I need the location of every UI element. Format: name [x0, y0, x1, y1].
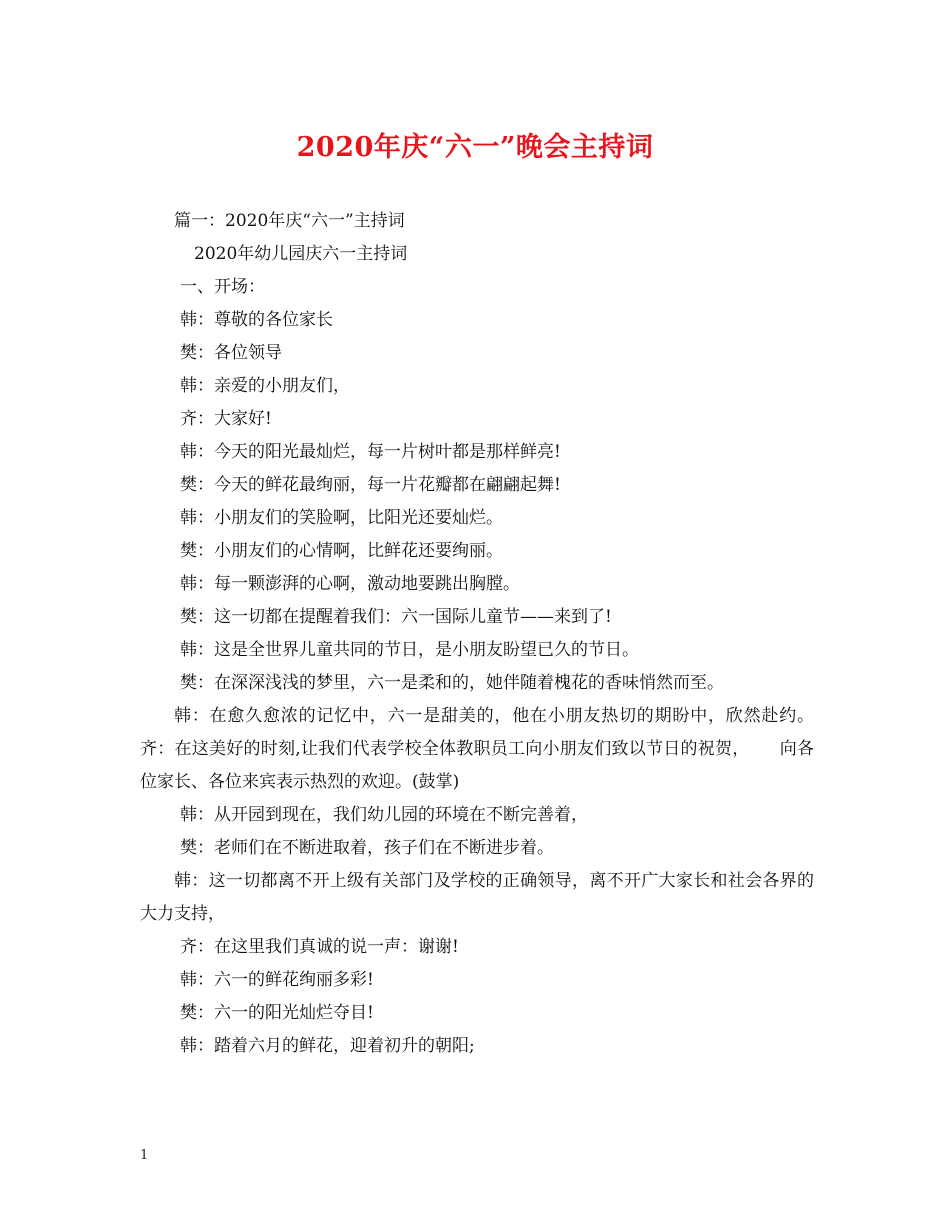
dialogue-line: 樊：在深深浅浅的梦里，六一是柔和的，她伴随着槐花的香味悄然而至。 [180, 673, 724, 693]
section-heading: 篇一：2020年庆“六一”主持词 [174, 211, 405, 231]
dialogue-line: 韩：小朋友们的笑脸啊，比阳光还要灿烂。 [180, 508, 503, 528]
dialogue-line: 樊：今天的鲜花最绚丽，每一片花瓣都在翩翩起舞! [180, 475, 561, 495]
document-body [140, 205, 814, 1063]
dialogue-line: 樊：各位领导 [180, 343, 282, 363]
dialogue-line: 齐：在这里我们真诚的说一声：谢谢! [180, 937, 459, 957]
dialogue-line: 樊：小朋友们的心情啊，比鲜花还要绚丽。 [180, 541, 503, 561]
dialogue-line: 韩：今天的阳光最灿烂，每一片树叶都是那样鲜亮! [180, 442, 561, 462]
dialogue-paragraph: 韩：这一切都离不开上级有关部门及学校的正确领导，离不开广大家长和社会各界的大力支持， [140, 871, 814, 924]
page-number: 1 [140, 1148, 149, 1163]
dialogue-paragraph-text: 向各位家长、各位来宾表示热烈的欢迎。(鼓掌) [140, 739, 815, 792]
dialogue-line: 韩：踏着六月的鲜花，迎着初升的朝阳; [180, 1036, 475, 1056]
dialogue-line: 韩：六一的鲜花绚丽多彩! [180, 970, 374, 990]
dialogue-paragraph-text: 韩：在愈久愈浓的记忆中，六一是甜美的，他在小朋友热切的期盼中，欣然赴约。齐：在这美好的时刻,让我们代表学校全体教职员工向小朋友们致以节日的祝贺， [140, 706, 814, 759]
dialogue-line: 韩：亲爱的小朋友们， [180, 376, 350, 396]
dialogue-line: 樊：这一切都在提醒着我们：六一国际儿童节——来到了! [180, 607, 612, 627]
dialogue-line: 韩：尊敬的各位家长 [180, 310, 333, 330]
subtitle: 2020年幼儿园庆六一主持词 [194, 244, 408, 264]
dialogue-line: 韩：这是全世界儿童共同的节日，是小朋友盼望已久的节日。 [180, 640, 639, 660]
dialogue-line: 樊：老师们在不断进取着，孩子们在不断进步着。 [180, 838, 554, 858]
dialogue-line: 韩：从开园到现在，我们幼儿园的环境在不断完善着， [180, 805, 588, 825]
document-title: 2020年庆“六一”晚会主持词 [296, 132, 654, 163]
part-heading: 一、开场： [180, 277, 265, 297]
dialogue-line: 樊：六一的阳光灿烂夺目! [180, 1003, 374, 1023]
dialogue-line: 韩：每一颗澎湃的心啊，激动地要跳出胸膛。 [180, 574, 520, 594]
dialogue-paragraph [140, 700, 814, 799]
dialogue-line: 齐：大家好! [180, 409, 272, 429]
